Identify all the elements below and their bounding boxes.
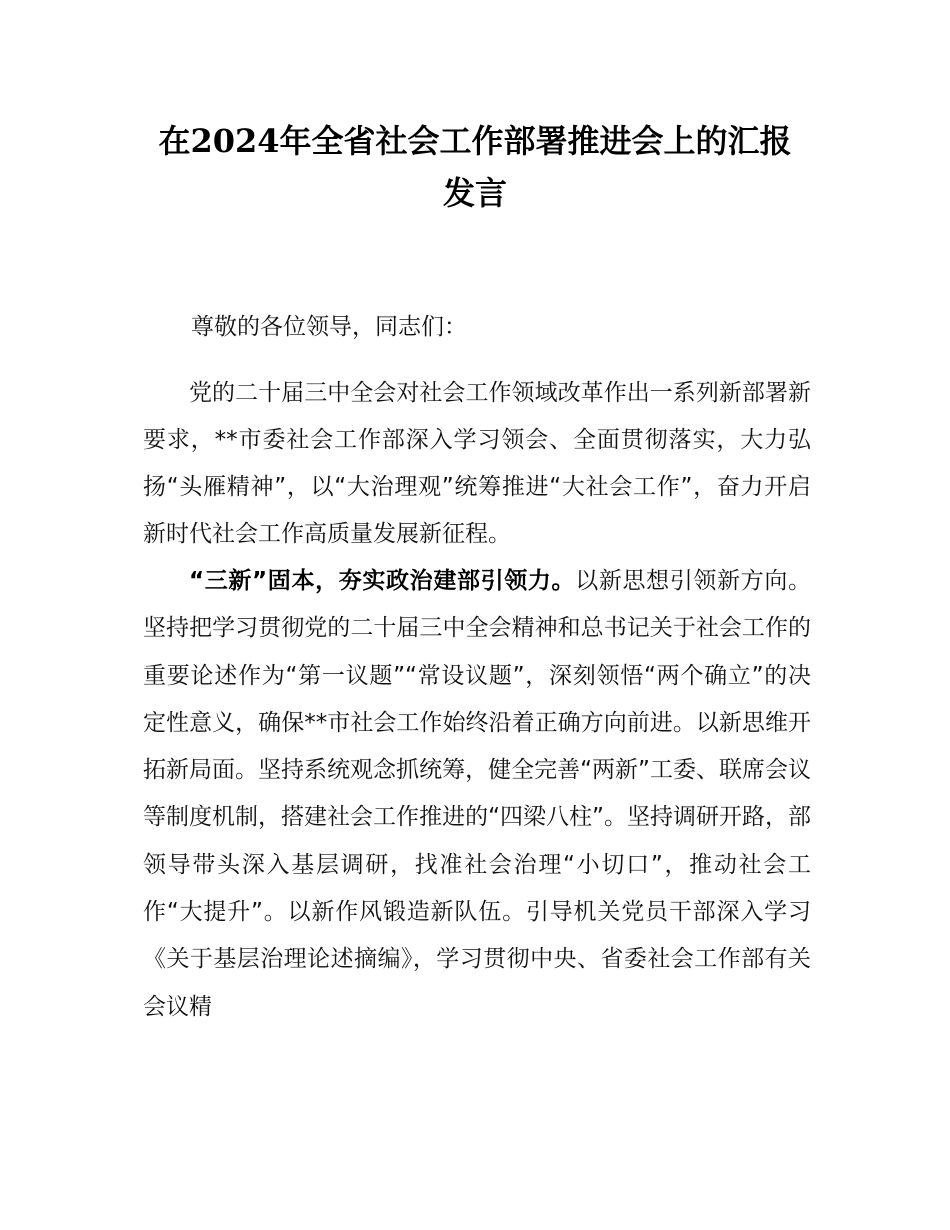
title-line-1: 在2024年全省社会工作部署推进会上的汇报 <box>158 122 792 160</box>
title-line-2: 发言 <box>442 174 507 212</box>
paragraph-2-body: 以新思想引领新方向。坚持把学习贯彻党的二十届三中全会精神和总书记关于社会工作的重要论述作为“第一议题”“常设议题”，深刻领悟“两个确立”的决定性意义，确保**市社会工作始终沿着正确方向前进。以新思维开拓新局面。坚持系统观念抓统筹，健全完善“两新”工委、联席会议等制度机制，搭建社会工作推进的“四梁八柱”。坚持调研开路，部领导带头深入基层调研，找准社会治理“小切口”，推动社会工作“大提升”。以新作风锻造新队伍。引导机关党员干部深入学习《关于基层治理论述摘编》，学习贯彻中央、省委社会工作部有关会议精 <box>143 568 812 1020</box>
document-title <box>130 115 820 219</box>
paragraph-2-heading: “三新”固本，夯实政治建部引领力。 <box>189 568 576 594</box>
paragraph-1: 党的二十届三中全会对社会工作领域改革作出一系列新部署新要求，**市委社会工作部深入学习领会、全面贯彻落实，大力弘扬“头雁精神”，以“大治理观”统筹推进“大社会工作”，奋力开启新时代社会工作高质量发展新征程。 <box>143 380 811 547</box>
paragraph-2 <box>143 558 811 1031</box>
salutation: 尊敬的各位领导，同志们： <box>191 314 467 340</box>
